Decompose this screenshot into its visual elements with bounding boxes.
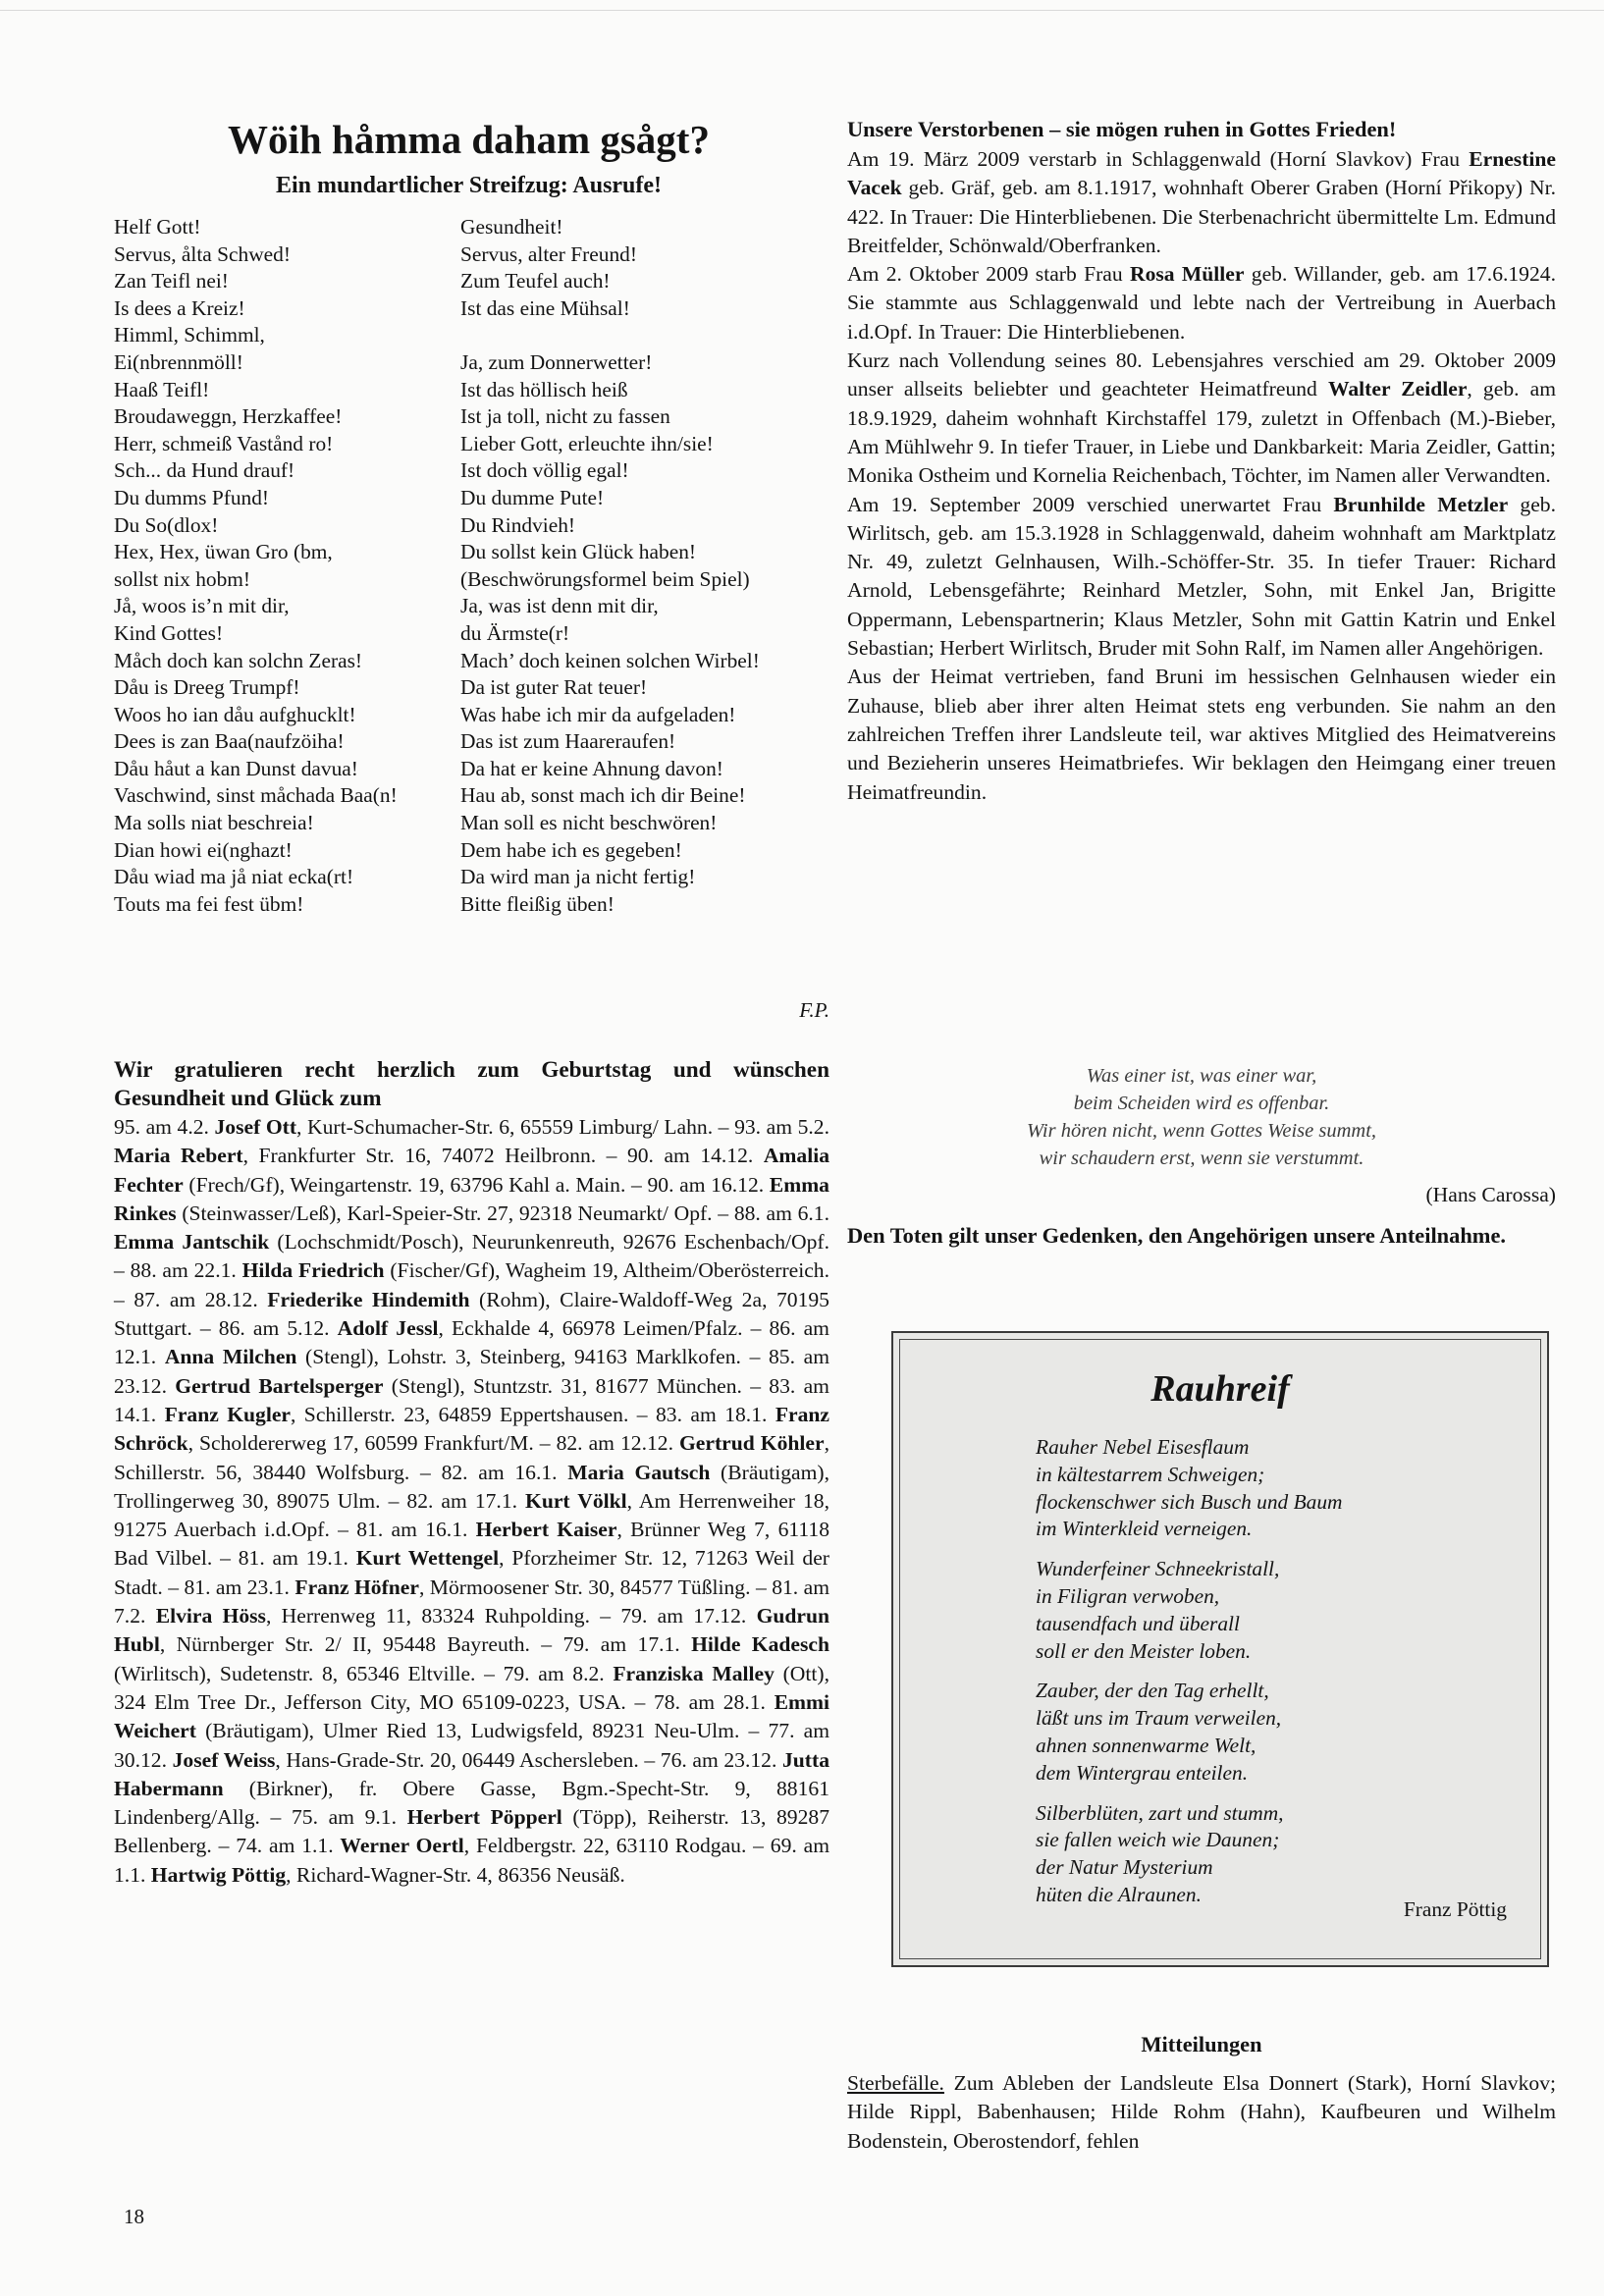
page-top-rule xyxy=(0,10,1604,11)
rauhreif-line: in kältestarrem Schweigen; xyxy=(1036,1462,1265,1486)
notices-text xyxy=(847,2069,1556,2156)
birthday-address: , Richard-Wagner-Str. 4, 86356 Neusäß. xyxy=(286,1862,625,1887)
rauhreif-author: Franz Pöttig xyxy=(1403,1897,1507,1921)
deceased-text-segment: Am 19. September 2009 verschied unerwartet Frau xyxy=(847,492,1334,516)
rauhreif-poem-box xyxy=(891,1331,1549,1967)
deceased-paragraph xyxy=(847,491,1556,664)
deceased-text-segment: Am 2. Oktober 2009 starb Frau xyxy=(847,262,1130,287)
dialect-line: Servus, ålta Schwed! xyxy=(114,241,291,266)
birthday-age-date: 81. am 7.2. xyxy=(114,1575,830,1629)
birthday-name: Adolf Jessl xyxy=(337,1316,439,1341)
page-number: 18 xyxy=(124,2205,144,2228)
german-line: Hau ab, sonst mach ich dir Beine! xyxy=(460,783,746,808)
birthday-age-date: 74. am 1.1. xyxy=(236,1834,341,1858)
birthday-age-date: 82. am 16.1. xyxy=(441,1460,568,1484)
birthday-age-date: 88. am 22.1. xyxy=(130,1258,242,1283)
birthday-age-date: 86. am 12.1. xyxy=(114,1316,829,1369)
rauhreif-stanza xyxy=(1036,1800,1507,1909)
german-line: Gesundheit! xyxy=(460,215,563,239)
birthday-name: Maria Rebert xyxy=(114,1144,243,1168)
birthday-list xyxy=(114,1113,829,1890)
deceased-name: Walter Zeidler xyxy=(1327,377,1468,401)
dialect-line: Touts ma fei fest übm! xyxy=(114,891,304,916)
german-line: Du sollst kein Glück haben! xyxy=(460,540,697,564)
dialect-author: F.P. xyxy=(799,998,829,1022)
dialect-line: Haaß Teifl! xyxy=(114,377,210,401)
dialect-line: Dåu håut a kan Dunst davua! xyxy=(114,756,358,780)
deceased-paragraph xyxy=(847,347,1556,490)
quote-line: Wir hören nicht, wenn Gottes Weise summt, xyxy=(1026,1120,1377,1142)
birthday-address: , Nürnberger Str. 2/ II, 95448 Bayreuth. – xyxy=(159,1632,563,1657)
quote-line: wir schaudern erst, wenn sie verstummt. xyxy=(1039,1148,1364,1169)
birthday-address: (Birkner), fr. Obere Gasse, Bgm.-Specht-Str. 9, 88161 Lindenberg/Allg. – xyxy=(114,1776,829,1830)
birthday-age-date: 81. am 19.1. xyxy=(238,1546,356,1571)
rauhreif-line: in Filigran verwoben, xyxy=(1036,1583,1220,1608)
german-line: Das ist zum Haareraufen! xyxy=(460,729,676,754)
birthday-age-date: 79. am 17.12. xyxy=(620,1604,757,1629)
birthday-name: Franz Schröck xyxy=(114,1402,829,1456)
birthday-address: , Scholdererweg 17, 60599 Frankfurt/M. – xyxy=(187,1431,557,1456)
birthday-age-date: 93. am 5.2. xyxy=(734,1115,829,1139)
german-lines xyxy=(460,214,833,918)
dialect-line: Ma solls niat beschreia! xyxy=(114,811,314,835)
dialect-line: Dian howi ei(nghazt! xyxy=(114,837,293,862)
german-line xyxy=(460,322,833,349)
dialect-line: Kind Gottes! xyxy=(114,620,224,645)
dialect-line: Woos ho ian dåu aufghucklt! xyxy=(114,702,356,726)
dialect-line: Dåu is Dreeg Trumpf! xyxy=(114,675,300,700)
deceased-name: Brunhilde Metzler xyxy=(1333,492,1509,516)
notices-body: Zum Ableben der Landsleute Elsa Donnert (Stark), Horní Slavkov; Hilde Rippl, Babenhausen; Hilde Rohm (Hahn), Kaufbeuren und Wilhelm Bodenstein, Oberostendorf, fehlen xyxy=(847,2071,1556,2153)
rauhreif-line: soll er den Meister loben. xyxy=(1036,1638,1252,1663)
birthday-age-date: 81. am 16.1. xyxy=(356,1518,476,1542)
birthday-name: Herbert Kaiser xyxy=(475,1518,617,1542)
dialect-line: Vaschwind, sinst måchada Baa(n! xyxy=(114,783,398,808)
birthday-name: Hilda Friedrich xyxy=(241,1258,385,1283)
notices-label: Sterbefälle. xyxy=(847,2071,944,2095)
carossa-quote xyxy=(847,1062,1556,1172)
birthday-age-date: 79. am 17.1. xyxy=(562,1632,692,1657)
birthday-name: Werner Oertl xyxy=(340,1834,464,1858)
german-line: Bitte fleißig üben! xyxy=(460,891,615,916)
rauhreif-line: Wunderfeiner Schneekristall, xyxy=(1036,1557,1280,1581)
rauhreif-line: Silberblüten, zart und stumm, xyxy=(1036,1800,1284,1825)
birthday-age-date: 83. am 18.1. xyxy=(655,1402,775,1426)
condolence-text: Den Toten gilt unser Gedenken, den Angehörigen unsere Anteilnahme. xyxy=(847,1223,1506,1248)
deceased-text-segment: geb. Wirlitsch, geb. am 15.3.1928 in Schlaggenwald, daheim wohnhaft am Marktplatz Nr. 49, zuletzt Gelnhausen, Wilh.-Schöffer-Str. 35. In tiefer Trauer: Richard Arnold, Lebensgefährte; Reinhard Metzler, Sohn, mit Enkel Jan, Brigitte Oppermann, Lebenspartnerin; Klaus Metzler, Sohn mit Gattin Katrin und Enkel Sebastian; Herbert Wirlitsch, Bruder mit Sohn Ralf, im Namen aller Angehörigen. xyxy=(847,492,1556,661)
dialect-line: Måch doch kan solchn Zeras! xyxy=(114,648,363,672)
birthday-name: Josef Weiss xyxy=(172,1747,276,1772)
german-line: Servus, alter Freund! xyxy=(460,241,637,266)
deceased-name: Rosa Müller xyxy=(1130,262,1245,287)
birthday-address: (Rohm), Claire-Waldoff-Weg 2a, 70195 Stuttgart. – xyxy=(114,1287,829,1341)
birthday-age-date: 78. am 28.1. xyxy=(653,1689,775,1714)
rauhreif-inner-frame xyxy=(899,1339,1541,1959)
birthday-age-date: 90. am 16.12. xyxy=(647,1172,770,1197)
notices-heading: Mitteilungen xyxy=(1141,2032,1262,2056)
birthday-address: (Ott), 324 Elm Tree Dr., Jefferson City, MO 65109-0223, USA. – xyxy=(114,1661,829,1714)
birthday-name: Josef Ott xyxy=(214,1115,297,1139)
birthday-age-date: 81. am 23.1. xyxy=(184,1575,295,1599)
birthday-address: , Brünner Weg 7, 61118 Bad Vilbel. – xyxy=(114,1518,829,1571)
deceased-text-segment: Am 19. März 2009 verstarb in Schlaggenwald (Horní Slavkov) Frau xyxy=(847,147,1470,171)
birthday-age-date: 75. am 9.1. xyxy=(291,1805,407,1830)
birthday-address: , Am Herrenweiher 18, 91275 Auerbach i.d.Opf. – xyxy=(114,1488,829,1542)
dialect-lines xyxy=(114,214,448,918)
rauhreif-line: tausendfach und überall xyxy=(1036,1611,1240,1635)
rauhreif-line: läßt uns im Traum verweilen, xyxy=(1036,1706,1282,1731)
deceased-text-segment: Aus der Heimat vertrieben, fand Bruni im hessischen Gelnhausen wieder ein Zuhause, blieb aber ihrer alten Heimat stets eng verbunden. Sie nahm an den zahlreichen Treffen ihrer Landsleute teil, war aktives Mitglied des Heimatvereins und Bezieherin unseres Heimatbriefes. Wir beklagen den Heimgang einer treuen Heimatfreundin. xyxy=(847,665,1556,804)
dialect-line: Sch... da Hund drauf! xyxy=(114,458,295,483)
birthday-age-date: 83. am 14.1. xyxy=(114,1373,829,1426)
rauhreif-line: Rauher Nebel Eisesflaum xyxy=(1036,1435,1250,1459)
deceased-name: Ernestine Vacek xyxy=(847,147,1556,200)
birthday-address: (Wirlitsch), Sudetenstr. 8, 65346 Eltville. – xyxy=(114,1661,504,1685)
deceased-text-segment: , geb. am 18.9.1929, daheim wohnhaft Kirchstaffel 179, zuletzt in Offenbach (M.)-Bieber, Am Mühlwehr 9. In tiefer Trauer, in Liebe und Dankbarkeit: Maria Zeidler, Gattin; Monika Ostheim und Kornelia Reichenbach, Töchter, im Namen aller Verwandten. xyxy=(847,377,1557,488)
birthday-age-date: 77. am 30.12. xyxy=(114,1719,829,1772)
birthday-address: , Frankfurter Str. 16, 74072 Heilbronn. – xyxy=(242,1144,627,1168)
dialect-line: Du dumms Pfund! xyxy=(114,485,270,509)
birthday-address: (Frech/Gf), Weingartenstr. 19, 63796 Kahl a. Main. – xyxy=(183,1172,648,1197)
birthday-address: , Herrenweg 11, 83324 Ruhpolding. – xyxy=(265,1604,621,1629)
birthday-name: Franz Höfner xyxy=(294,1575,419,1599)
german-line: Dem habe ich es gegeben! xyxy=(460,837,682,862)
birthday-address: (Bräutigam), Ulmer Ried 13, Ludwigsfeld, 89231 Neu-Ulm. – xyxy=(195,1719,769,1743)
birthday-name: Kurt Wettengel xyxy=(355,1546,500,1571)
dialect-line: Hex, Hex, üwan Gro (bm, xyxy=(114,540,333,564)
birthday-address: , Schillerstr. 23, 64859 Eppertshausen. – xyxy=(290,1402,656,1426)
german-line: Ja, zum Donnerwetter! xyxy=(460,349,653,374)
birthday-age-date: 82. am 12.12. xyxy=(556,1431,680,1456)
german-line: du Ärmste(r! xyxy=(460,620,570,645)
birthday-name: Anna Milchen xyxy=(164,1345,297,1369)
birthday-age-date: 79. am 8.2. xyxy=(503,1661,614,1685)
birthday-address: , Pforzheimer Str. 12, 71263 Weil der Stadt. – xyxy=(114,1546,829,1599)
german-line: Da hat er keine Ahnung davon! xyxy=(460,756,723,780)
rauhreif-line: Zauber, der den Tag erhellt, xyxy=(1036,1679,1269,1703)
birthday-address: (Stengl), Lohstr. 3, Steinberg, 94163 Marklkofen. – xyxy=(296,1345,769,1369)
birthday-age-date: 95. am 4.2. xyxy=(114,1115,215,1139)
deceased-text-segment: geb. Willander, geb. am 17.6.1924. Sie stammte aus Schlaggenwald und lebte nach der Vertreibung in Auerbach i.d.Opf. In Trauer: Die Hinterbliebenen. xyxy=(847,262,1556,344)
birthday-address: , Feldbergstr. 22, 63110 Rodgau. – xyxy=(463,1834,771,1858)
birthday-address: , Mörmoosener Str. 30, 84577 Tüßling. – xyxy=(418,1575,773,1599)
rauhreif-stanza xyxy=(1036,1678,1507,1787)
dialect-line: Ei(nbrennmöll! xyxy=(114,349,243,374)
birthday-age-date: 86. am 5.12. xyxy=(218,1316,338,1341)
german-line: Ist doch völlig egal! xyxy=(460,458,629,483)
german-line: Du dumme Pute! xyxy=(460,485,605,509)
birthday-address: (Stengl), Stuntzstr. 31, 81677 München. – xyxy=(383,1373,770,1398)
rauhreif-stanzas xyxy=(1036,1434,1507,1922)
dialect-line: Himml, Schimml, xyxy=(114,323,265,347)
dialect-line: Jå, woos is’n mit dir, xyxy=(114,594,290,618)
dialect-line: Herr, schmeiß Vastånd ro! xyxy=(114,431,334,455)
birthday-name: Jutta Habermann xyxy=(114,1747,829,1800)
german-line: Da ist guter Rat teuer! xyxy=(460,675,648,700)
birthday-address: , Hans-Grade-Str. 20, 06449 Aschersleben. – xyxy=(275,1747,661,1772)
deceased-paragraph xyxy=(847,663,1556,806)
birthday-name: Emma Rinkes xyxy=(114,1172,829,1225)
birthday-name: Gudrun Hubl xyxy=(114,1604,829,1657)
german-line: Lieber Gott, erleuchte ihn/sie! xyxy=(460,431,714,455)
dialect-line: Helf Gott! xyxy=(114,215,201,239)
rauhreif-line: flockenschwer sich Busch und Baum xyxy=(1036,1489,1343,1514)
birthday-address: , Schillerstr. 56, 38440 Wolfsburg. – xyxy=(114,1431,829,1484)
rauhreif-line: im Winterkleid verneigen. xyxy=(1036,1517,1253,1541)
carossa-author: (Hans Carossa) xyxy=(1425,1183,1556,1206)
birthday-age-date: 87. am 28.12. xyxy=(134,1287,268,1311)
rauhreif-line: ahnen sonnenwarme Welt, xyxy=(1036,1733,1256,1757)
dialect-line: Broudaweggn, Herzkaffee! xyxy=(114,404,343,429)
german-line: Ist das höllisch heiß xyxy=(460,377,628,401)
birthday-age-date: 82. am 17.1. xyxy=(406,1488,526,1513)
birthday-name: Amalia Fechter xyxy=(114,1144,829,1197)
deceased-paragraph xyxy=(847,145,1556,260)
birthday-name: Maria Gautsch xyxy=(567,1460,711,1484)
german-line: Man soll es nicht beschwören! xyxy=(460,811,718,835)
birthday-name: Franz Kugler xyxy=(164,1402,291,1426)
rauhreif-line: hüten die Alraunen. xyxy=(1036,1882,1202,1906)
dialect-line: Is dees a Kreiz! xyxy=(114,295,245,320)
deceased-text-segment: Kurz nach Vollendung seines 80. Lebensjahres verschied am 29. Oktober 2009 unser allseits beliebter und geachteter Heimatfreund xyxy=(847,348,1556,401)
rauhreif-line: sie fallen weich wie Daunen; xyxy=(1036,1828,1280,1852)
quote-line: beim Scheiden wird es offenbar. xyxy=(1073,1093,1330,1114)
german-line: Mach’ doch keinen solchen Wirbel! xyxy=(460,648,760,672)
german-line: Was habe ich mir da aufgeladen! xyxy=(460,702,736,726)
german-line: Ja, was ist denn mit dir, xyxy=(460,594,659,618)
dialect-line: Du So(dlox! xyxy=(114,512,219,537)
birthday-name: Elvira Höss xyxy=(155,1604,266,1629)
birthday-age-date: 76. am 23.12. xyxy=(660,1747,782,1772)
german-line: Ist ja toll, nicht zu fassen xyxy=(460,404,670,429)
dialect-subtitle: Ein mundartlicher Streifzug: Ausrufe! xyxy=(275,173,663,198)
german-line: Du Rindvieh! xyxy=(460,512,576,537)
birthday-name: Emma Jantschik xyxy=(114,1230,270,1255)
deceased-paragraph xyxy=(847,260,1556,347)
deceased-notices xyxy=(847,145,1556,807)
birthday-age-date: 90. am 14.12. xyxy=(626,1144,764,1168)
birthday-name: Kurt Völkl xyxy=(525,1488,627,1513)
birthday-age-date: 69. am 1.1. xyxy=(114,1834,829,1887)
rauhreif-stanza xyxy=(1036,1556,1507,1665)
birthday-heading: Wir gratulieren recht herzlich zum Geburtstag und wünschen Gesundheit und Glück zum xyxy=(114,1057,829,1111)
german-line: Zum Teufel auch! xyxy=(460,269,611,294)
birthday-address: (Bräutigam), Trollingerweg 30, 89075 Ulm. – xyxy=(114,1460,829,1513)
birthday-name: Hartwig Pöttig xyxy=(150,1862,287,1887)
birthday-name: Herbert Pöpperl xyxy=(406,1805,562,1830)
rauhreif-line: dem Wintergrau enteilen. xyxy=(1036,1760,1249,1785)
birthday-name: Emmi Weichert xyxy=(114,1689,829,1743)
deceased-heading: Unsere Verstorbenen – sie mögen ruhen in Gottes Frieden! xyxy=(847,117,1397,141)
german-line: (Beschwörungsformel beim Spiel) xyxy=(460,566,750,591)
dialect-line: Dåu wiad ma jå niat ecka(rt! xyxy=(114,865,354,889)
birthday-address: (Fischer/Gf), Wagheim 19, Altheim/Oberösterreich. – xyxy=(114,1258,830,1311)
birthday-address: (Töpp), Reiherstr. 13, 89287 Bellenberg. – xyxy=(114,1805,829,1858)
birthday-age-date: 85. am 23.12. xyxy=(114,1345,829,1398)
birthday-name: Gertrud Köhler xyxy=(679,1431,825,1456)
birthday-name: Gertrud Bartelsperger xyxy=(175,1373,384,1398)
dialect-line: Zan Teifl nei! xyxy=(114,269,229,294)
birthday-address: (Lochschmidt/Posch), Neurunkenreuth, 92676 Eschenbach/Opf. – xyxy=(114,1230,830,1283)
quote-line: Was einer ist, was einer war, xyxy=(1086,1065,1317,1087)
birthday-name: Hilde Kadesch xyxy=(691,1632,829,1657)
birthday-address: , Kurt-Schumacher-Str. 6, 65559 Limburg/ Lahn. – xyxy=(296,1115,735,1139)
dialect-title: Wöih håmma daham gsågt? xyxy=(228,117,710,162)
rauhreif-stanza xyxy=(1036,1434,1507,1543)
dialect-line: Dees is zan Baa(naufzöiha! xyxy=(114,729,345,754)
dialect-line: sollst nix hobm! xyxy=(114,566,251,591)
birthday-name: Friederike Hindemith xyxy=(267,1287,470,1311)
birthday-address: (Steinwasser/Leß), Karl-Speier-Str. 27, 92318 Neumarkt/ Opf. – xyxy=(176,1201,734,1225)
german-line: Ist das eine Mühsal! xyxy=(460,295,630,320)
rauhreif-title: Rauhreif xyxy=(1150,1368,1290,1410)
german-line: Da wird man ja nicht fertig! xyxy=(460,865,696,889)
birthday-age-date: 88. am 6.1. xyxy=(733,1201,830,1225)
deceased-text-segment: geb. Gräf, geb. am 8.1.1917, wohnhaft Oberer Graben (Horní Přikopy) Nr. 422. In Trauer: Die Hinterbliebenen. Die Sterbenachricht übermittelte Lm. Edmund Breitfelder, Schönwald/Oberfranken. xyxy=(847,176,1556,257)
rauhreif-line: der Natur Mysterium xyxy=(1036,1855,1213,1880)
birthday-address: , Eckhalde 4, 66978 Leimen/Pfalz. – xyxy=(438,1316,770,1341)
birthday-name: Franziska Malley xyxy=(613,1661,775,1685)
